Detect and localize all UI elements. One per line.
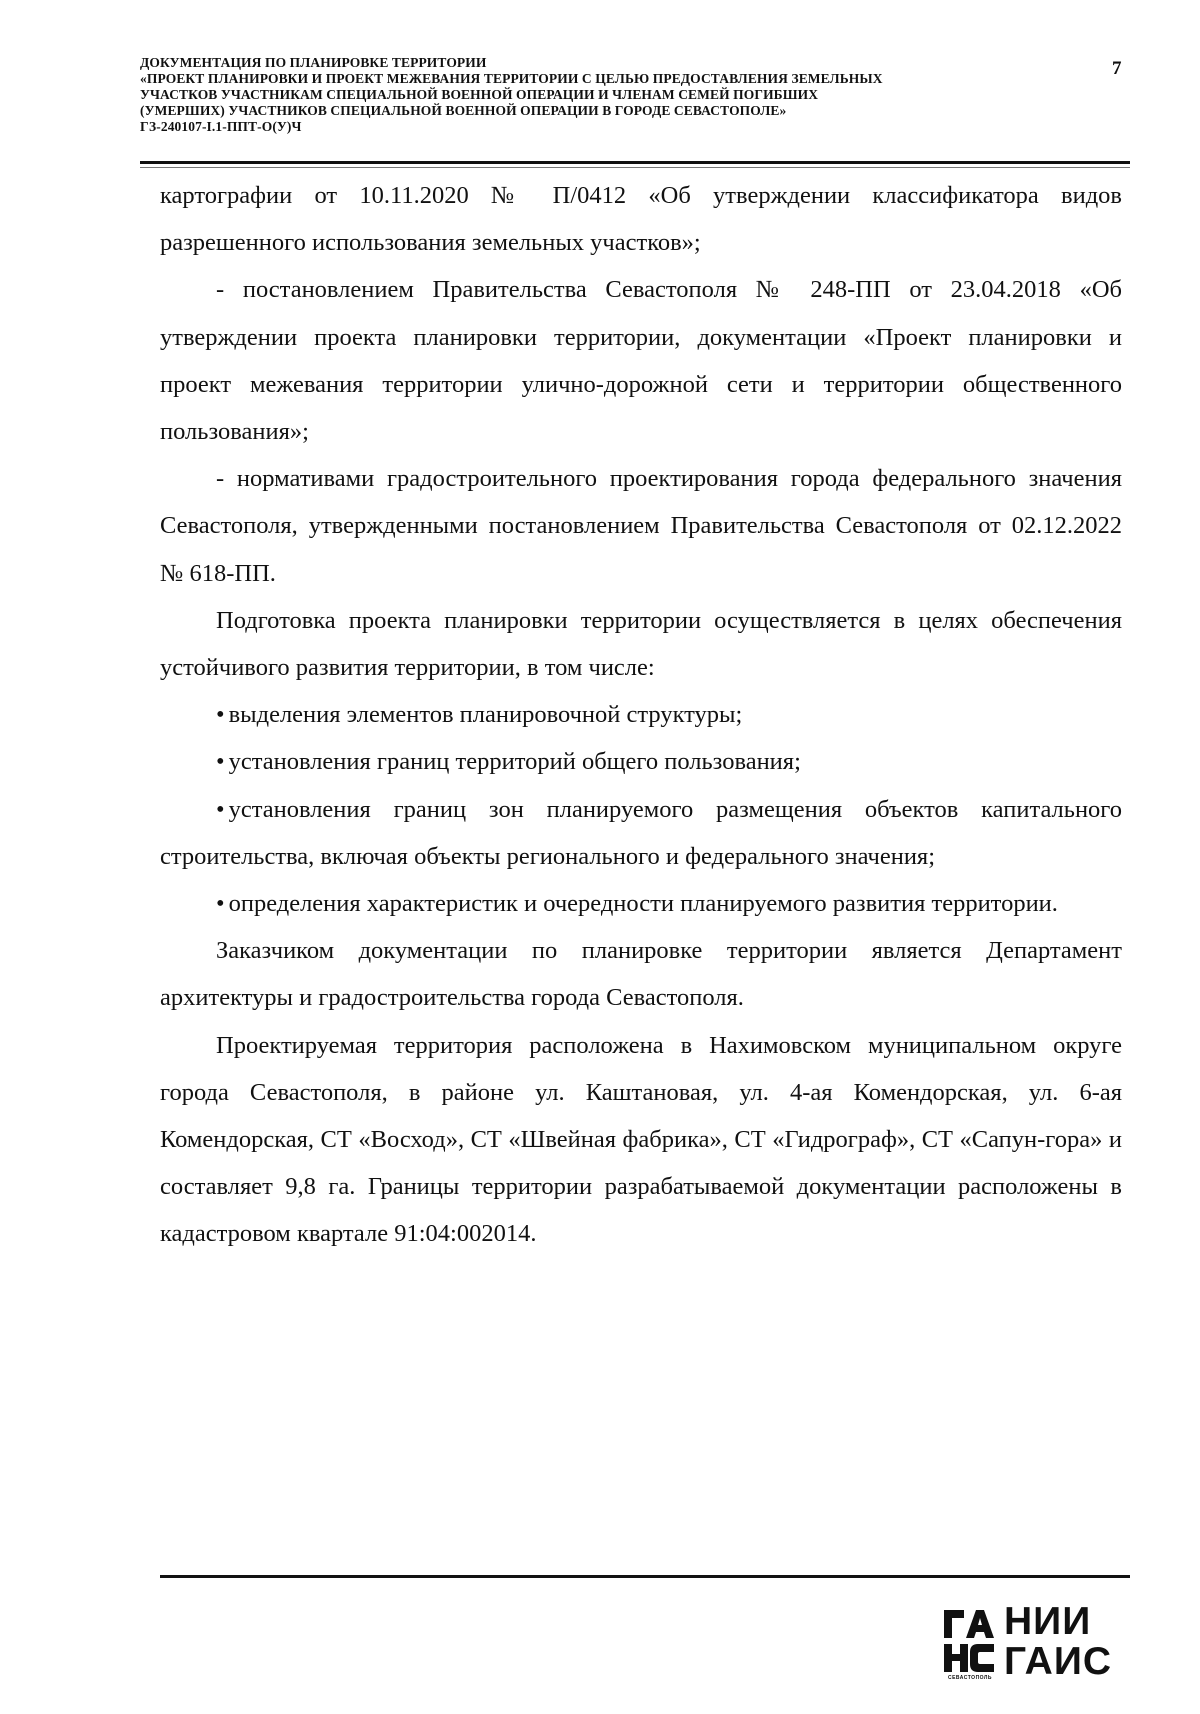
bullet-icon: • xyxy=(216,701,225,729)
list-item-text: установления границ территорий общего пользования; xyxy=(228,748,801,776)
paragraph-customer: Заказчиком документации по планировке территории является Департамент архитектуры и градостроительства города Севастополя. xyxy=(160,937,1122,1012)
list-item xyxy=(160,786,1122,880)
bullet-icon: • xyxy=(216,795,225,823)
header-divider xyxy=(140,161,1130,164)
list-item xyxy=(160,738,1122,785)
header-line-4: (УМЕРШИХ) УЧАСТНИКОВ СПЕЦИАЛЬНОЙ ВОЕННОЙ ОПЕРАЦИИ В ГОРОДЕ СЕВАСТОПОЛЕ» xyxy=(140,103,787,118)
header-divider-thin xyxy=(140,167,1130,168)
bullet-icon: • xyxy=(216,748,225,776)
list-item xyxy=(160,880,1122,927)
header-line-1: ДОКУМЕНТАЦИЯ ПО ПЛАНИРОВКЕ ТЕРРИТОРИИ xyxy=(140,55,487,70)
paragraph-continuation: картографии от 10.11.2020 № П/0412 «Об утверждении классификатора видов разрешенного использования земельных участков»; xyxy=(160,182,1122,257)
logo-line-1: НИИ xyxy=(1004,1600,1092,1643)
header-line-3: УЧАСТКОВ УЧАСТНИКАМ СПЕЦИАЛЬНОЙ ВОЕННОЙ ОПЕРАЦИИ И ЧЛЕНАМ СЕМЕЙ ПОГИБШИХ xyxy=(140,87,819,102)
header-code: ГЗ-240107-I.1-ППТ-О(У)Ч xyxy=(140,119,302,134)
list-item xyxy=(160,691,1122,738)
header-line-2: «ПРОЕКТ ПЛАНИРОВКИ И ПРОЕКТ МЕЖЕВАНИЯ ТЕРРИТОРИИ С ЦЕЛЬЮ ПРЕДОСТАВЛЕНИЯ ЗЕМЕЛЬНЫХ xyxy=(140,71,883,86)
paragraph-resolution-248: - постановлением Правительства Севастополя № 248-ПП от 23.04.2018 «Об утверждении проекта планировки территории, документации «Проект планировки и проект межевания территории улично-дорожной сети и территории общественного пользования»; xyxy=(160,276,1122,446)
logo-caption: СЕВАСТОПОЛЬ xyxy=(947,1675,993,1681)
paragraph-standards: - нормативами градостроительного проектирования города федерального значения Севастополя, утвержденными постановлением Правительства Севастополя от 02.12.2022 № 618-ПП. xyxy=(160,465,1122,587)
paragraph-territory: Проектируемая территория расположена в Нахимовском муниципальном округе города Севастополя, в районе ул. Каштановая, ул. 4-ая Комендорская, ул. 6-ая Комендорская, СТ «Восход», СТ «Швейная фабрика», СТ «Гидрограф», СТ «Сапун-гора» и составляет 9,8 га. Границы территории разрабатываемой документации расположены в кадастровом квартале 91:04:002014. xyxy=(160,1031,1122,1248)
paragraph-purpose: Подготовка проекта планировки территории осуществляется в целях обеспечения устойчивого развития территории, в том числе: xyxy=(160,606,1122,682)
gais-logo-icon xyxy=(942,1608,998,1684)
footer-divider xyxy=(160,1575,1130,1578)
nii-gais-logo xyxy=(942,1600,1132,1688)
bullet-icon: • xyxy=(216,890,225,918)
list-item-text: выделения элементов планировочной структуры; xyxy=(228,701,743,729)
document-body xyxy=(160,172,1122,1258)
list-item-text: установления границ зон планируемого размещения объектов капитального строительства, включая объекты регионального и федерального значения; xyxy=(160,795,1122,870)
document-header xyxy=(140,55,1100,135)
page-number: 7 xyxy=(1112,58,1122,79)
logo-wordmark xyxy=(1004,1602,1112,1682)
list-item-text: определения характеристик и очередности планируемого развития территории. xyxy=(228,890,1058,918)
logo-line-2: ГАИС xyxy=(1004,1640,1113,1683)
